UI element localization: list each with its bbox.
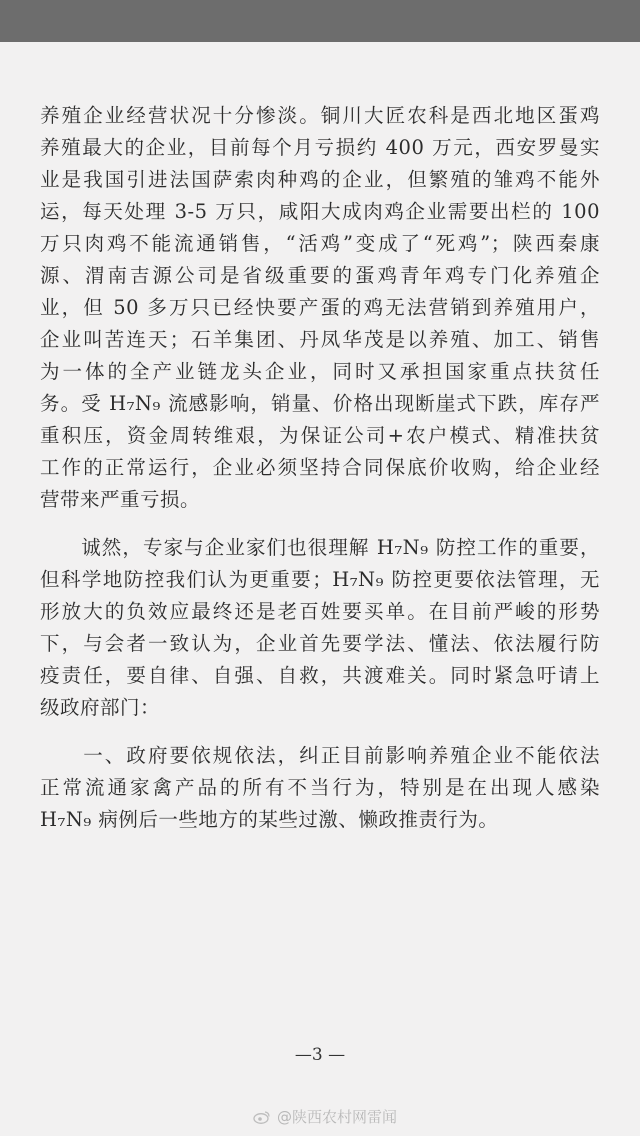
text-line: 源、渭南吉源公司是省级重要的蛋鸡青年鸡专门化养殖企 [40,264,600,287]
text-line: 级政府部门： [40,696,161,719]
watermark-text: @陕西农村网雷闻 [277,1108,398,1126]
paragraph-2 [40,532,600,724]
text-line: 诚然，专家与企业家们也很理解 H₇N₉ 防控工作的重要， [40,536,600,559]
text-line: 务。受 H₇N₉ 流感影响，销量、价格出现断崖式下跌，库存严 [40,392,600,415]
weibo-icon [253,1110,271,1124]
text-line: 养殖最大的企业，目前每个月亏损约 400 万元，西安罗曼实 [40,136,600,159]
text-line: 养殖企业经营状况十分惨淡。铜川大匠农科是西北地区蛋鸡 [40,104,600,127]
text-line: 工作的正常运行，企业必须坚持合同保底价收购，给企业经 [40,456,600,479]
text-line: 运，每天处理 3-5 万只，咸阳大成肉鸡企业需要出栏的 100 [40,200,600,223]
text-line: 企业叫苦连天；石羊集团、丹凤华茂是以养殖、加工、销售 [40,328,600,351]
paragraph-3 [40,740,600,836]
page-number: —3 — [294,1045,346,1065]
text-line: H₇N₉ 病例后一些地方的某些过激、懒政推责行为。 [40,808,499,831]
text-line: 形放大的负效应最终还是老百姓要买单。在目前严峻的形势 [40,600,600,623]
text-line: 业是我国引进法国萨索肉种鸡的企业，但繁殖的雏鸡不能外 [40,168,600,191]
paragraph-1 [40,100,600,516]
text-line: 正常流通家禽产品的所有不当行为，特别是在出现人感染 [40,776,600,799]
weibo-watermark [253,1106,397,1127]
text-line: 但科学地防控我们认为更重要；H₇N₉ 防控更要依法管理，无 [40,568,600,591]
text-line: 下，与会者一致认为，企业首先要学法、懂法、依法履行防 [40,632,600,655]
text-line: 营带来严重亏损。 [40,488,201,511]
text-line: 为一体的全产业链龙头企业，同时又承担国家重点扶贫任 [40,360,600,383]
text-line: 疫责任，要自律、自强、自救，共渡难关。同时紧急吁请上 [40,664,600,687]
top-dark-bar [0,0,640,42]
text-line: 业，但 50 多万只已经快要产蛋的鸡无法营销到养殖用户， [40,296,600,319]
document-body [40,100,600,836]
text-line: 万只肉鸡不能流通销售，“活鸡”变成了“死鸡”；陕西秦康 [40,232,600,255]
text-line: 重积压，资金周转维艰，为保证公司+农户模式、精准扶贫 [40,424,600,447]
text-line: 一、政府要依规依法，纠正目前影响养殖企业不能依法 [40,744,600,767]
